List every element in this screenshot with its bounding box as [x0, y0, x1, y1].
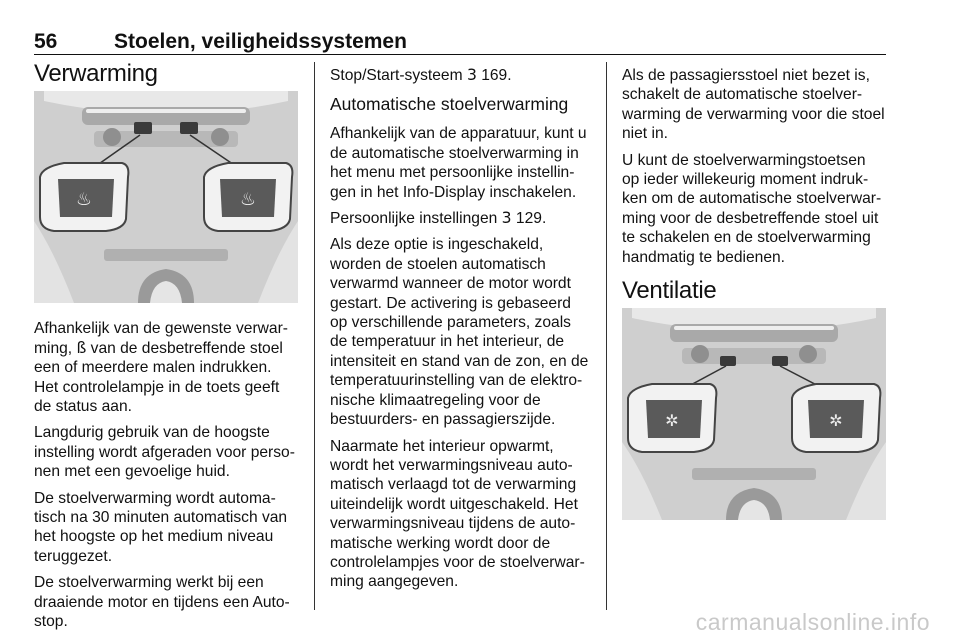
- page-reference-icon: 3: [501, 209, 512, 228]
- paragraph: Als deze optie is ingeschakeld, worden de stoelen automatisch verwarmd wanneer de motor wordt gestart. De activering is gebaseerd op verschillende parameters, zoals de temperatuur in het interieur, de intensiteit en stand van de zon, en de temperatuurinstelling van de elektro-nische klimaatregeling voor de bestuurders- en passagierszijde.: [330, 236, 589, 429]
- page-reference-icon: 3: [466, 66, 477, 84]
- paragraph: Afhankelijk van de apparatuur, kunt u de automatische stoelverwarming in het menu met persoonlijke instellin-gen in het Info-Display inschakelen.: [330, 125, 587, 201]
- watermark: carmanualsonline.info: [695, 609, 930, 635]
- page-header: [34, 30, 886, 55]
- paragraph: Als de passagiersstoel niet bezet is, schakelt de automatische stoelver-warming de verwarming voor die stoel niet in.: [622, 67, 885, 143]
- section-heading-ventilatie: Ventilatie: [622, 277, 717, 305]
- section-heading-verwarming: Verwarming: [34, 60, 158, 87]
- paragraph-reference: Stop/Start-systeem 3 169.: [330, 66, 512, 84]
- seat-heat-icon: ß: [76, 338, 87, 357]
- paragraph: De stoelverwarming werkt bij een draaiende motor en tijdens een Auto-stop.: [34, 574, 290, 631]
- svg-text:✲: ✲: [829, 411, 843, 431]
- column-divider: [314, 62, 315, 610]
- svg-text:✲: ✲: [665, 411, 679, 431]
- subheading-automatische-stoelverwarming: Automatische stoelverwarming: [330, 94, 569, 115]
- column-1: [34, 60, 298, 639]
- paragraph: Afhankelijk van de gewenste verwar-ming, ß van de desbetreffende stoel een of meerdere malen indrukken. Het controlelampje in de toets geeft de status aan.: [34, 320, 288, 416]
- seat-heating-illustration: [34, 91, 298, 303]
- page-number: 56: [34, 30, 58, 53]
- column-3: [622, 66, 886, 536]
- seat-ventilation-illustration: [622, 308, 886, 520]
- page-title: Stoelen, veiligheidssystemen: [114, 30, 407, 53]
- paragraph: De stoelverwarming wordt automa-tisch na 30 minuten automatisch van het hoogste op het medium niveau teruggezet.: [34, 489, 288, 565]
- svg-text:♨: ♨: [75, 189, 93, 211]
- paragraph: Langdurig gebruik van de hoogste instelling wordt afgeraden voor perso-nen met een gevoelige huid.: [34, 424, 295, 481]
- page-reference[interactable]: 169.: [481, 67, 512, 84]
- page-reference[interactable]: 129.: [515, 210, 547, 228]
- svg-text:♨: ♨: [239, 189, 257, 211]
- paragraph: U kunt de stoelverwarmingstoetsen op ieder willekeurig moment indruk-ken om de automatische stoelverwar-ming voor de desbetreffende stoel uit te schakelen en de stoelverwarming handmatig te bedienen.: [622, 151, 882, 266]
- paragraph-reference: Persoonlijke instellingen 3 129.: [330, 209, 547, 228]
- column-divider: [606, 62, 607, 610]
- paragraph: Naarmate het interieur opwarmt, wordt het verwarmingsniveau auto-matisch verlaagd tot de verwarming uiteindelijk wordt uitgeschakeld. Het verwarmingsniveau tijdens de auto-matische werking wordt door de controlelampjes voor de stoelverwar-ming aangegeven.: [330, 437, 585, 591]
- column-2: [330, 66, 592, 599]
